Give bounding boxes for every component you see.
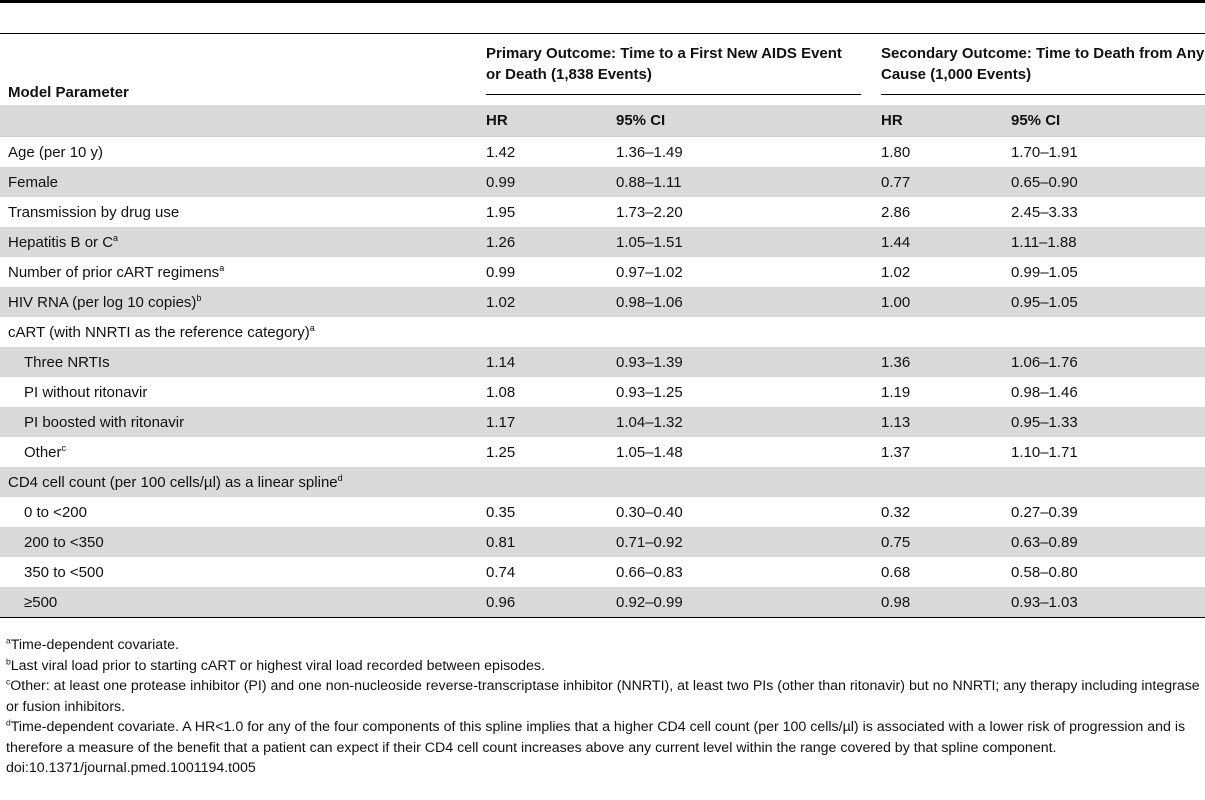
secondary-hr-cell: 0.68 [881,563,911,581]
secondary-ci-cell: 1.06–1.76 [1003,347,1205,377]
primary-ci-cell: 0.71–0.92 [608,527,873,557]
row-label-text: 0 to <200 [24,503,87,521]
row-label [8,534,104,551]
secondary-ci-cell: 1.11–1.88 [1003,227,1205,257]
secondary-hr-cell [873,467,1003,497]
table-row [0,317,1205,347]
footnote-list [6,635,1202,758]
row-label [8,174,58,191]
primary-ci-cell: 0.88–1.11 [608,167,873,197]
secondary-hr-header: HR [873,105,1003,137]
table-row [0,437,1205,467]
row-label-cell [0,287,478,317]
primary-ci-cell [608,317,873,347]
row-label-text: Age (per 10 y) [8,143,104,161]
secondary-outcome-header [873,34,1205,105]
secondary-ci-cell [1003,467,1205,497]
row-label-cell [0,557,478,587]
secondary-ci-cell: 0.65–0.90 [1003,167,1205,197]
secondary-ci-header: 95% CI [1003,105,1205,137]
secondary-hr-cell: 1.00 [873,287,1003,317]
table-row [0,197,1205,227]
table-row [0,377,1205,407]
row-label [8,564,104,581]
primary-ci-cell: 1.73–2.20 [616,203,683,221]
row-label-cell [0,527,478,557]
row-label-cell [0,137,478,168]
row-label [8,294,201,311]
row-label-cell [0,347,478,377]
secondary-ci-cell: 0.63–0.89 [1003,527,1205,557]
primary-ci-cell: 0.98–1.06 [608,287,873,317]
row-label [8,594,57,611]
footnote [6,656,1202,677]
table-footnotes [6,635,1202,779]
secondary-ci-cell: 0.93–1.03 [1003,587,1205,618]
row-label-cell [0,257,478,287]
primary-hr-cell [478,467,608,497]
secondary-hr-cell: 0.32 [881,503,911,521]
footnote-mark: a [6,635,11,646]
secondary-hr-cell: 1.44 [873,227,1003,257]
row-label-cell [0,197,478,227]
row-label [8,144,103,161]
primary-hr-cell: 1.02 [478,287,608,317]
primary-hr-cell: 1.42 [486,143,516,161]
table-row [0,557,1205,587]
primary-ci-cell: 1.05–1.48 [616,443,683,461]
primary-ci-cell: 1.05–1.51 [608,227,873,257]
primary-hr-header: HR [478,105,608,137]
primary-ci-cell: 1.04–1.32 [608,407,873,437]
primary-ci-cell [608,467,873,497]
secondary-hr-cell: 0.75 [873,527,1003,557]
footnote-text: Other: at least one protease inhibitor (PI) and one non-nucleoside reverse-transcriptase inhibitor (NNRTI), at least two PIs (other than ritonavir) but no NNRTI; any therapy including integrase or fusion inhibitors. [6,678,1200,715]
table-row [0,407,1205,437]
row-label-cell [0,377,478,407]
primary-hr-cell: 1.25 [486,443,516,461]
secondary-ci-cell: 0.98–1.46 [1011,383,1078,401]
row-label-text: ≥500 [24,593,58,611]
row-label [8,504,87,521]
table-row [0,527,1205,557]
table-row [0,137,1205,168]
primary-hr-cell: 1.17 [478,407,608,437]
row-label-cell [0,407,478,437]
row-label-cell [0,317,478,347]
primary-hr-cell: 0.81 [478,527,608,557]
sub-header-blank [0,105,478,137]
primary-ci-cell: 0.30–0.40 [616,503,683,521]
primary-hr-cell: 1.08 [486,383,516,401]
row-label [8,384,147,401]
secondary-hr-cell: 2.86 [881,203,911,221]
row-label-cell [0,497,478,527]
primary-ci-cell: 1.36–1.49 [616,143,683,161]
footnote [6,676,1202,717]
footnote-marker: c [61,442,67,453]
secondary-ci-cell: 2.45–3.33 [1011,203,1078,221]
row-label [8,444,66,461]
primary-ci-cell: 0.97–1.02 [616,263,683,281]
group-header-row [0,34,1205,105]
footnote-mark: b [6,655,11,666]
table-row [0,587,1205,618]
sub-header-row [0,105,1205,137]
secondary-ci-cell: 0.58–0.80 [1011,563,1078,581]
primary-hr-cell: 0.99 [486,263,516,281]
footnote-text: Time-dependent covariate. A HR<1.0 for any of the four components of this spline implies that a higher CD4 cell count (per 100 cells/µl) is associated with a lower risk of progression and is therefore a measure of the benefit that a patient can expect if their CD4 cell count increases above any current level within the range covered by that spline component. [6,719,1186,756]
row-label-cell [0,167,478,197]
footnote [6,717,1202,758]
row-label-text: Hepatitis B or C [8,233,114,251]
row-label-text: PI boosted with ritonavir [24,413,185,431]
row-label-text: HIV RNA (per log 10 copies) [8,293,197,311]
primary-hr-cell: 0.99 [478,167,608,197]
footnote-marker: a [113,232,119,243]
table-row [0,467,1205,497]
footnote-text: Last viral load prior to starting cART or highest viral load recorded between episodes. [10,657,545,674]
primary-hr-cell: 1.95 [486,203,516,221]
footnote-marker: b [196,292,202,303]
doi-line: doi:10.1371/journal.pmed.1001194.t005 [6,760,256,776]
primary-ci-cell: 0.66–0.83 [616,563,683,581]
row-label [8,414,184,431]
row-label-text: Female [8,173,59,191]
table-row [0,347,1205,377]
row-label [8,234,118,251]
footnote-text: Time-dependent covariate. [10,637,179,653]
primary-outcome-header [478,34,873,105]
secondary-ci-cell: 1.70–1.91 [1011,143,1078,161]
row-label-cell [0,437,478,467]
row-label-text: CD4 cell count (per 100 cells/µl) as a linear spline [8,473,338,491]
secondary-outcome-label: Secondary Outcome: Time to Death from Any Cause (1,000 Events) [881,43,1205,95]
row-label-text: 200 to <350 [24,533,104,551]
table-row [0,227,1205,257]
row-label [8,204,179,221]
primary-hr-cell: 1.26 [478,227,608,257]
secondary-hr-cell: 0.77 [873,167,1003,197]
secondary-hr-cell: 1.13 [873,407,1003,437]
primary-ci-cell: 0.93–1.39 [608,347,873,377]
row-label-text: Number of prior cART regimens [8,263,220,281]
table-row [0,167,1205,197]
footnote-mark: c [6,676,11,687]
table-row [0,287,1205,317]
footnote-marker: a [219,262,225,273]
secondary-ci-cell: 0.99–1.05 [1011,263,1078,281]
row-label-text: Transmission by drug use [8,203,180,221]
row-label-text: PI without ritonavir [24,383,148,401]
results-table [0,34,1205,618]
row-label-text: cART (with NNRTI as the reference category) [8,323,310,341]
top-rule-thick [0,0,1205,3]
row-label-text: Three NRTIs [24,353,110,371]
primary-hr-cell: 0.35 [486,503,516,521]
row-label-text: 350 to <500 [24,563,104,581]
primary-ci-header: 95% CI [608,105,873,137]
secondary-ci-cell: 0.95–1.33 [1003,407,1205,437]
secondary-ci-cell [1003,317,1205,347]
primary-outcome-label: Primary Outcome: Time to a First New AIDS Event or Death (1,838 Events) [486,43,861,95]
secondary-hr-cell: 1.36 [873,347,1003,377]
row-label-cell [0,587,478,618]
model-parameter-header: Model Parameter [8,84,129,101]
row-label [8,474,343,491]
row-label-cell [0,467,478,497]
row-label-text: Other [24,443,62,461]
table-row [0,257,1205,287]
footnote-mark: d [6,717,11,728]
secondary-ci-cell: 0.27–0.39 [1011,503,1078,521]
primary-ci-cell: 0.92–0.99 [608,587,873,618]
primary-hr-cell: 1.14 [478,347,608,377]
secondary-hr-cell: 1.19 [881,383,911,401]
secondary-ci-cell: 1.10–1.71 [1011,443,1078,461]
table-body [0,137,1205,618]
secondary-hr-cell [873,317,1003,347]
row-label [8,354,110,371]
footnote [6,635,1202,656]
row-label-cell [0,227,478,257]
secondary-hr-cell: 1.80 [881,143,911,161]
secondary-ci-cell: 0.95–1.05 [1003,287,1205,317]
table-row [0,497,1205,527]
footnote-marker: d [337,472,343,483]
secondary-hr-cell: 0.98 [873,587,1003,618]
primary-hr-cell: 0.96 [478,587,608,618]
primary-ci-cell: 0.93–1.25 [616,383,683,401]
secondary-hr-cell: 1.02 [881,263,911,281]
row-label [8,324,315,341]
row-label [8,264,224,281]
primary-hr-cell: 0.74 [486,563,516,581]
footnote-marker: a [309,322,315,333]
secondary-hr-cell: 1.37 [881,443,911,461]
primary-hr-cell [478,317,608,347]
